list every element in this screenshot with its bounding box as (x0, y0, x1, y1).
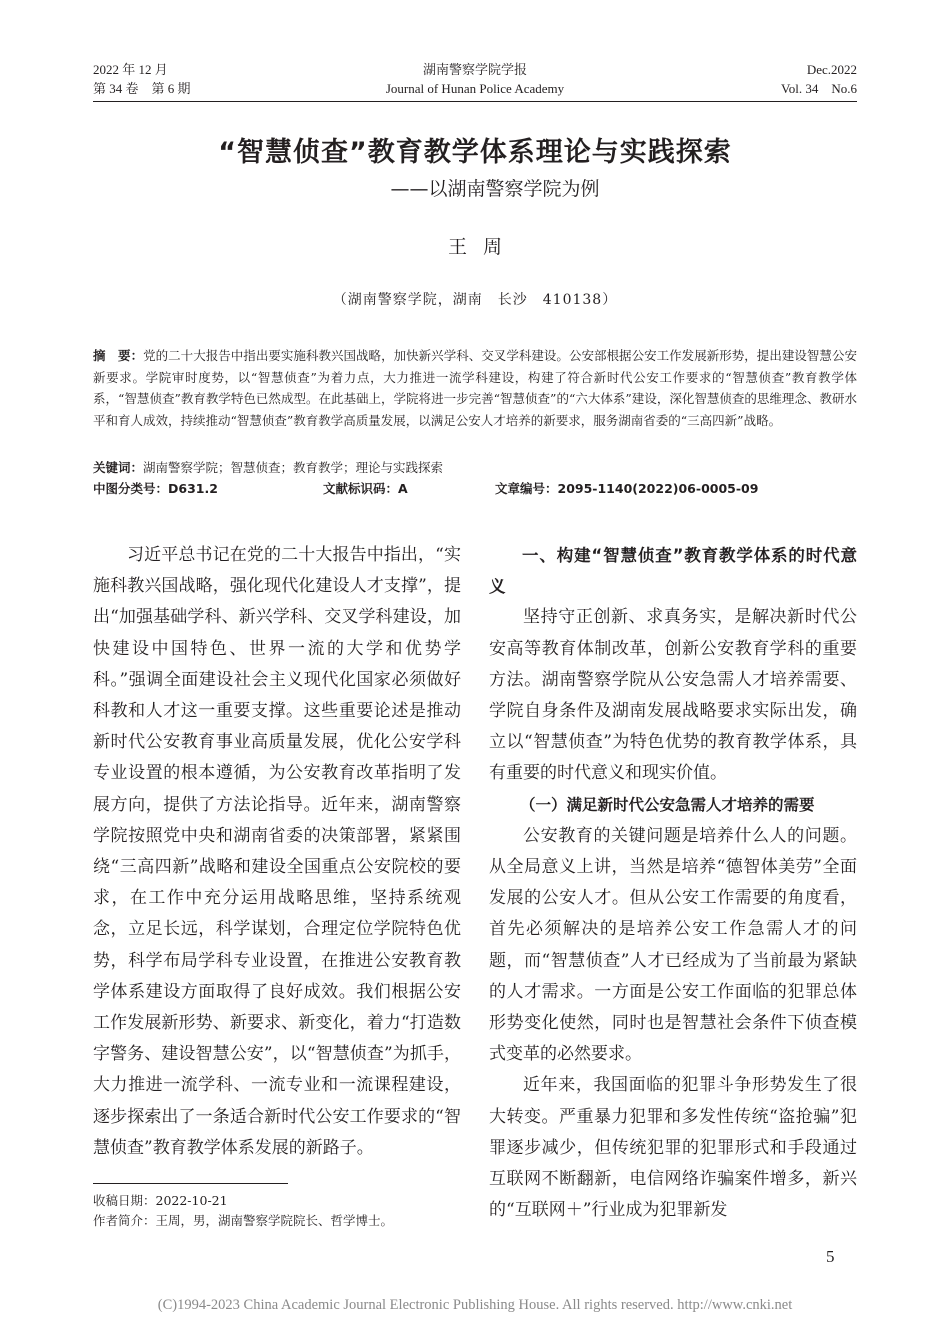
page-number: 5 (826, 1247, 835, 1266)
paper-subtitle: ——以湖南警察学院为例 (390, 178, 600, 200)
header-date-en: Dec.2022 (806, 62, 857, 77)
clc-number: 中图分类号：D631.2 (93, 481, 218, 496)
keywords-label: 关键词： (93, 460, 144, 475)
abstract-text: 党的二十大报告中指出要实施科教兴国战略，加快新兴学科、交叉学科建设。公安部根据公安工作发展新形势，提出建设智慧公安新要求。学院审时度势，以“智慧侦查”为着力点，大力推进一流学科建设，构建了符合新时代公安工作要求的“智慧侦查”教育教学体系，“智慧侦查”教育教学特色已然成型。在此基础上，学院将进一步完善“智慧侦查”的“六大体系”建设，深化智慧侦查的思维理念、教研水平和育人成效，持续推动“智慧侦查”教育教学高质量发展，以满足公安人才培养的新要求，服务湖南省委的“三高四新”战略。 (93, 348, 857, 428)
article-number: 文章编号：2095-1140(2022)06-0005-09 (495, 481, 759, 496)
body-paragraph: 习近平总书记在党的二十大报告中指出，“实施科教兴国战略，强化现代化建设人才支撑”，提出“加强基础学科、新兴学科、交叉学科建设，加快建设中国特色、世界一流的大学和优势学科。”强调全面建设社会主义现代化国家必须做好科教和人才这一重要支撑。这些重要论述是推动新时代公安教育事业高质量发展，优化公安学科专业设置的根本遵循，为公安教育改革指明了发展方向，提供了方法论指导。近年来，湖南警察学院按照党中央和湖南省委的决策部署，紧紧围绕“三高四新”战略和建设全国重点公安院校的要求，在工作中充分运用战略思维，坚持系统观念，立足长远，科学谋划，合理定位学院特色优势，科学布局学科专业设置，在推进公安教育教学体系建设方面取得了良好成效。我们根据公安工作发展新形势、新要求、新变化，着力“打造数字警务、建设智慧公安”，以“智慧侦查”为抓手，大力推进一流学科、一流专业和一流课程建设，逐步探索出了一条适合新时代公安工作要求的“智慧侦查”教育教学体系发展的新路子。 (93, 545, 461, 1158)
header-journal-en: Journal of Hunan Police Academy (385, 81, 565, 96)
footnote (93, 1191, 393, 1231)
header-journal-cn: 湖南警察学院学报 (422, 62, 527, 77)
author-name: 王周 (447, 236, 518, 258)
body-paragraph: 近年来，我国面临的犯罪斗争形势发生了很大转变。严重暴力犯罪和多发性传统“盗抢骗”犯罪逐步减少，但传统犯罪的犯罪形式和手段通过互联网不断翻新，电信网络诈骗案件增多，新兴的“互联网＋”行业成为犯罪新发 (489, 1075, 857, 1221)
footnote-rule (93, 1183, 288, 1184)
subsection-heading: （一）满足新时代公安急需人才培养的需要 (520, 795, 815, 814)
affiliation: （湖南警察学院，湖南 长沙 410138） (332, 292, 618, 308)
body-paragraph: 公安教育的关键问题是培养什么人的问题。从全局意义上讲，当然是培养“德智体美劳”全面发展的公安人才。但从公安工作需要的角度看，首先必须解决的是培养公安工作急需人才的问题，而“智慧侦查”人才已经成为了当前最为紧缺的人才需求。一方面是公安工作面临的犯罪总体形势变化使然，同时也是智慧社会条件下侦查模式变革的必然要求。 (489, 825, 857, 1065)
header-rule (93, 101, 857, 102)
keywords-text: 湖南警察学院；智慧侦查；教育教学；理论与实践探索 (143, 460, 444, 475)
document-code: 文献标识码：A (323, 481, 408, 496)
keywords (93, 458, 857, 478)
received-date: 收稿日期：2022-10-21 (93, 1193, 228, 1208)
header-date: 2022 年 12 月 (93, 62, 168, 77)
copyright-notice: (C)1994-2023 China Academic Journal Electronic Publishing House. All rights reserved. http://www.cnki.net (157, 1297, 793, 1313)
paper-title: “智慧侦查”教育教学体系理论与实践探索 (218, 137, 732, 168)
left-column (93, 540, 461, 1164)
body-paragraph: 坚持守正创新、求真务实，是解决新时代公安高等教育体制改革，创新公安教育学科的重要方法。湖南警察学院从公安急需人才培养需要、学院自身条件及湖南发展战略要求实际出发，确立以“智慧侦查”为特色优势的教育教学体系，具有重要的时代意义和现实价值。 (489, 607, 857, 784)
abstract-label: 摘 要： (93, 348, 144, 363)
right-column (489, 540, 857, 1226)
section-heading: 一、构建“智慧侦查”教育教学体系的时代意义 (489, 546, 857, 597)
header-volume-en: Vol. 34 No.6 (781, 81, 857, 96)
abstract (93, 345, 857, 431)
author-bio: 作者简介：王周，男，湖南警察学院院长、哲学博士。 (93, 1213, 394, 1228)
header-volume: 第 34 卷 第 6 期 (93, 81, 191, 96)
